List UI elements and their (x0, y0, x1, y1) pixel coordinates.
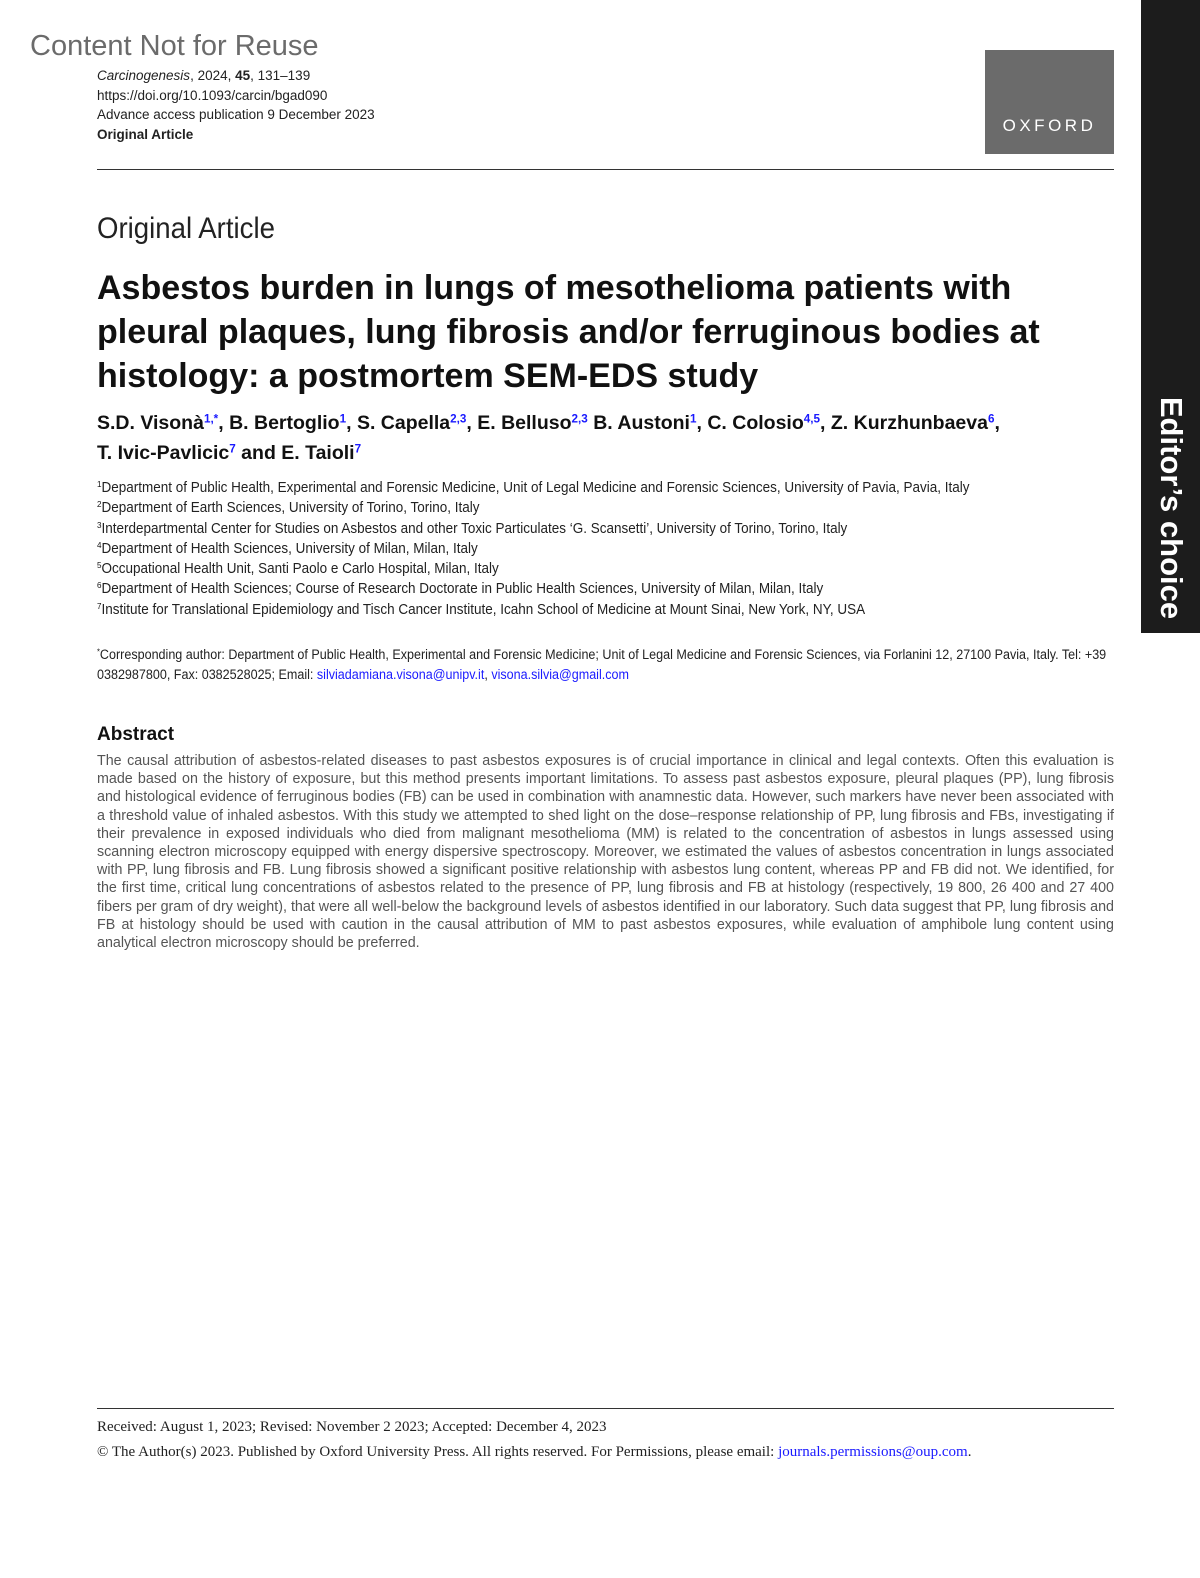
advance-access: Advance access publication 9 December 2023 (97, 107, 375, 122)
author: S. Capella$^{2,3}$, (356, 412, 478, 434)
affiliations (97, 478, 1117, 620)
editors-choice-label: Editor’s choice (1153, 396, 1189, 620)
doi-link[interactable]: https://doi.org/10.1093/carcin/bgad090 (97, 87, 328, 103)
affiliation: $^1$Department of Public Health, Experimental and Forensic Medicine, Unit of Legal Medicine and Forensic Sciences, University of Pavia, Pavia, Italy (97, 479, 970, 496)
article-title: Asbestos burden in lungs of mesothelioma patients with pleural plaques, lung fibrosis and/or ferruginous bodies at histology: a postmortem SEM-EDS study (97, 269, 1040, 395)
author: C. Colosio$^{4,5}$, (707, 412, 831, 434)
author-affil-ref[interactable]: 1,* (203, 412, 219, 426)
affiliation: $^5$Occupational Health Unit, Santi Paolo e Carlo Hospital, Milan, Italy (97, 560, 499, 578)
affiliation: $^6$Department of Health Sciences; Course of Research Doctorate in Public Health Sciences, University of Milan, Milan, Italy (97, 580, 824, 598)
corresponding-author: *Corresponding author: Department of Public Health, Experimental and Forensic Medicine; Unit of Legal Medicine and Forensic Sciences, via Forlanini 12, 27100 Pavia, Italy. Tel: +39 0382987800, Fax: 0382528025; Email: silviadamiana.visona@unipv.it, visona.silvia@gmail.com (97, 647, 1107, 682)
footer-divider (97, 1408, 1114, 1409)
oxford-logo-text: OXFORD (1002, 116, 1097, 135)
journal-volume: 45 (235, 68, 251, 83)
header-divider (97, 169, 1114, 170)
received-dates: Received: August 1, 2023; Revised: November 2 2023; Accepted: December 4, 2023 (97, 1419, 607, 1435)
author: E. Belluso$^{2,3}$ (477, 412, 588, 434)
journal-year: , 2024, (190, 68, 236, 83)
footer (97, 1415, 1127, 1465)
copyright-line: © The Author(s) 2023. Published by Oxford University Press. All rights reserved. For Permissions, please email: journals.permissions@oup.com. (97, 1444, 972, 1460)
author: S.D. Visonà$^{1,*}$, (97, 412, 230, 434)
abstract-text: The causal attribution of asbestos-related diseases to past asbestos exposures is of crucial importance in clinical and legal contexts. Often this evaluation is made based on the history of exposure, but this method presents important limitations. To assess past asbestos exposure, pleural plaques (PP), lung fibrosis and histological evidence of ferruginous bodies (FB) can be used in combination with anamnestic data. However, such markers have never been associated with a threshold value of inhaled asbestos. With this study we attempted to shed light on the dose–response relationship of PP, lung fibrosis and FBs, investigating if their prevalence in exposed individuals who died from malignant mesothelioma (MM) is related to the concentration of asbestos in lungs assessed using scanning electron microscopy equipped with energy dispersive spectroscopy. Moreover, we estimated the values of asbestos concentration in lungs associated with PP, lung fibrosis and FB. Lung fibrosis showed a significant positive relationship with asbestos lung content, whereas PP and FB did not. We identified, for the first time, critical lung concentrations of asbestos related to the presence of PP, lung fibrosis and FB at histology (respectively, 19 800, 26 400 and 27 400 fibers per gram of dry weight), that were all well-below the background levels of asbestos identified in our laboratory. Such data suggest that PP, lung fibrosis and FB at histology should be used with caution in the causal attribution of MM to past asbestos exposures, while evaluation of amphibole lung content using analytical electron microscopy should be preferred. (97, 753, 1114, 952)
header-article-type: Original Article (97, 126, 194, 142)
author-affil-ref[interactable]: 7 (229, 442, 236, 456)
author-affil-ref[interactable]: 4,5 (803, 412, 821, 426)
author: Z. Kurzhunbaeva$^6$, (830, 412, 1000, 434)
author-affil-ref[interactable]: 6 (987, 412, 995, 426)
affiliation: $^2$Department of Earth Sciences, University of Torino, Torino, Italy (97, 499, 480, 517)
journal-info (97, 66, 375, 144)
author: E. Taioli$^7$ (281, 442, 362, 464)
author-affil-ref[interactable]: 1 (339, 412, 347, 426)
author: T. Ivic-Pavlicic$^7$ and (97, 442, 282, 464)
author-affil-ref[interactable]: 2,3 (571, 412, 588, 426)
journal-pages: , 131–139 (250, 68, 311, 83)
article-type: Original Article (97, 212, 275, 245)
author-list (97, 408, 1127, 468)
oxford-logo (985, 50, 1114, 154)
affiliation: $^4$Department of Health Sciences, University of Milan, Milan, Italy (97, 540, 478, 557)
author: B. Austoni$^1$, (593, 412, 708, 434)
affiliation: $^7$Institute for Translational Epidemiology and Tisch Cancer Institute, Icahn School of Medicine at Mount Sinai, New York, NY, USA (97, 601, 866, 618)
email-link[interactable]: silviadamiana.visona@unipv.it (316, 666, 485, 682)
author-affil-ref[interactable]: 2,3 (450, 412, 467, 426)
author: B. Bertoglio$^1$, (229, 412, 357, 434)
author-affil-ref[interactable]: 7 (354, 442, 362, 456)
citation-line (97, 66, 375, 86)
journal-name: Carcinogenesis (97, 68, 191, 83)
permissions-email-link[interactable]: journals.permissions@oup.com (778, 1444, 968, 1460)
watermark: Content Not for Reuse (30, 30, 319, 62)
abstract-heading: Abstract (97, 724, 175, 745)
author-affil-ref[interactable]: 1 (689, 412, 697, 426)
editors-choice-tab (1141, 0, 1200, 633)
affiliation: $^3$Interdepartmental Center for Studies on Asbestos and other Toxic Particulates ‘G. Scansetti’, University of Torino, Torino, Italy (97, 519, 848, 537)
email-link[interactable]: visona.silvia@gmail.com (491, 666, 629, 682)
